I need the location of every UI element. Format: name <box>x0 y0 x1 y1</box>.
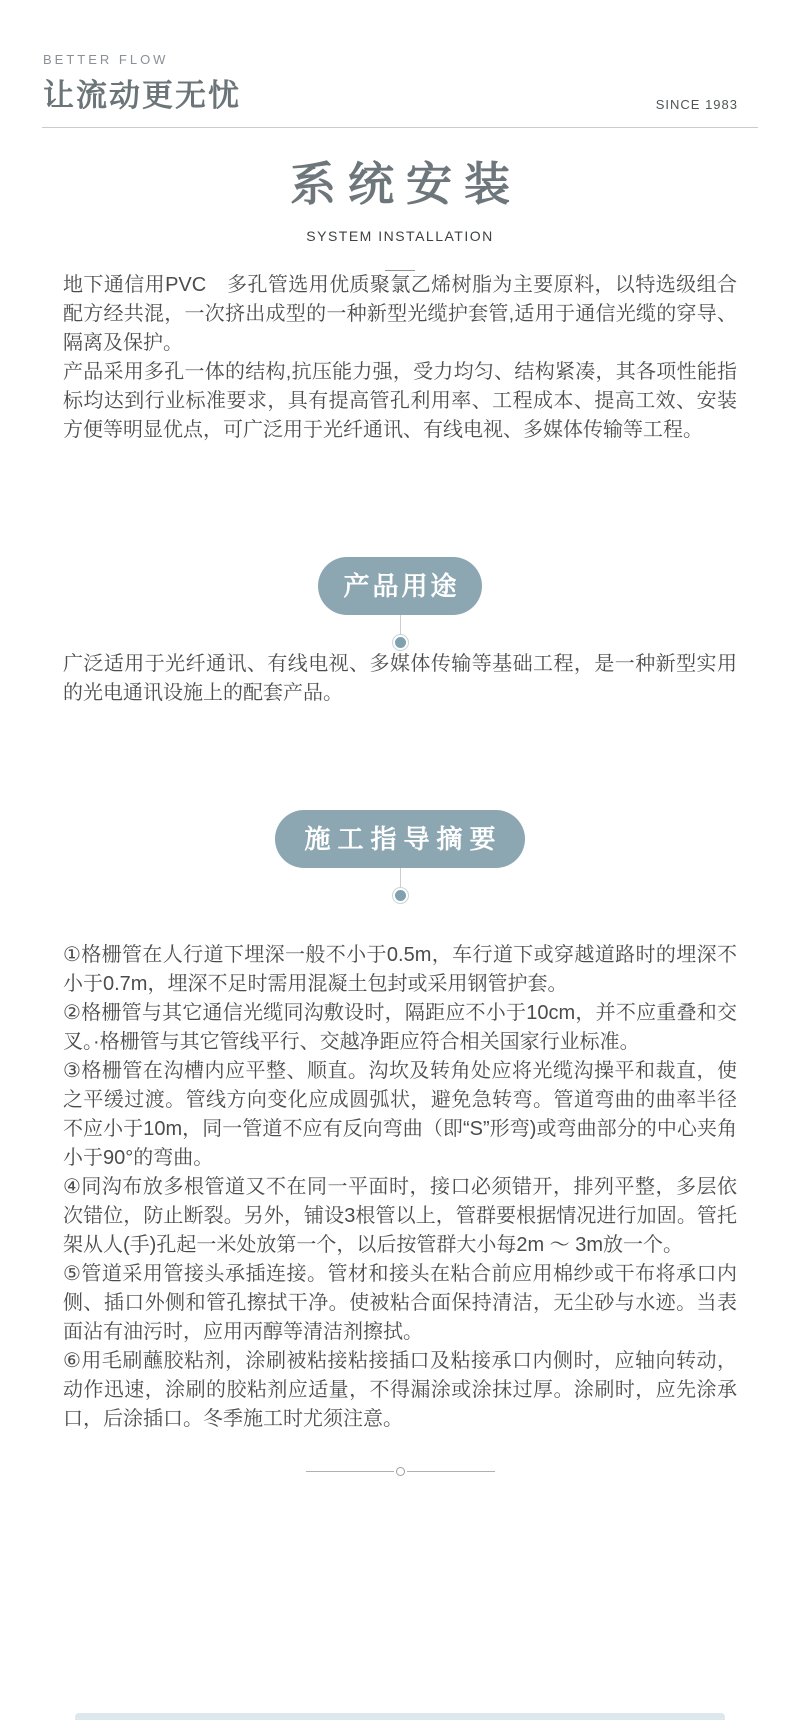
since-label: SINCE 1983 <box>655 97 738 112</box>
intro-paragraph-1: 地下通信用PVC 多孔管选用优质聚氯乙烯树脂为主要原料，以特选级组合配方经共混，一次挤出成型的一种新型光缆护套管,适用于通信光缆的穿导、隔离及保护。 <box>63 274 737 354</box>
page-subtitle: SYSTEM INSTALLATION <box>306 228 494 244</box>
guide-item-3: ③格栅管在沟槽内应平整、顺直。沟坎及转角处应将光缆沟操平和裁直，使之平缓过渡。管线方向变化应成圆弧状，避免急转弯。管道弯曲的曲率半径不应小于10m，同一管道不应有反向弯曲（即“S”形弯)或弯曲部分的中心夹角小于90°的弯曲。 <box>63 1060 737 1169</box>
title-block <box>0 148 800 271</box>
section-header-product-use <box>63 557 737 650</box>
construction-guide-list <box>63 941 737 1434</box>
brand-logo-text: 让流动更无忧 <box>43 78 241 113</box>
product-use-badge: 产品用途 <box>318 557 481 615</box>
footer-divider <box>0 1467 800 1476</box>
badge-stem-line <box>400 868 401 888</box>
guide-item-2: ②格栅管与其它通信光缆同沟敷设时，隔距应不小于10cm，并不应重叠和交叉。·格栅管与其它管线平行、交越净距应符合相关国家行业标准。 <box>63 1002 737 1053</box>
page-header <box>43 52 738 115</box>
guide-item-6: ⑥用毛刷蘸胶粘剂，涂刷被粘接粘接插口及粘接承口内侧时，应轴向转动，动作迅速，涂刷的胶粘剂应适量，不得漏涂或涂抹过厚。涂刷时，应先涂承口，后涂插口。冬季施工时尤须注意。 <box>63 1350 737 1430</box>
product-use-paragraph: 广泛适用于光纤通讯、有线电视、多媒体传输等基础工程，是一种新型实用的光电通讯设施上的配套产品。 <box>63 653 737 704</box>
footer-circle-icon <box>396 1467 405 1476</box>
badge-dot-icon <box>393 888 408 903</box>
brand-tagline: BETTER FLOW <box>43 52 169 67</box>
guide-item-1: ①格栅管在人行道下埋深一般不小于0.5m，车行道下或穿越道路时的埋深不小于0.7m，埋深不足时需用混凝土包封或采用钢管护套。 <box>63 944 737 995</box>
construction-guide-badge: 施工指导摘要 <box>275 810 524 868</box>
section-header-construction-guide <box>63 810 737 903</box>
guide-item-5: ⑤管道采用管接头承插连接。管材和接头在粘合前应用棉纱或干布将承口内侧、插口外侧和管孔擦拭干净。使被粘合面保持清洁，无尘砂与水迹。当表面沾有油污时，应用丙醇等清洁剂擦拭。 <box>63 1263 737 1343</box>
bottom-accent-bar <box>75 1713 725 1720</box>
badge-stem-line <box>400 615 401 635</box>
main-content <box>63 271 737 1434</box>
badge-dot-icon <box>393 635 408 650</box>
guide-item-4: ④同沟布放多根管道又不在同一平面时，接口必须错开，排列平整，多层依次错位，防止断裂。另外，铺设3根管以上，管群要根据情况进行加固。管托架从人(手)孔起一米处放第一个，以后按管群大小每2m ～ 3m放一个。 <box>63 1176 737 1256</box>
header-divider <box>42 127 758 128</box>
footer-divider-line <box>407 1471 495 1472</box>
footer-divider-line <box>306 1471 394 1472</box>
brand-block <box>43 52 738 115</box>
page-title: 系统安装 <box>290 158 522 210</box>
intro-paragraph-2: 产品采用多孔一体的结构,抗压能力强，受力均匀、结构紧凑，其各项性能指标均达到行业标准要求，具有提高管孔利用率、工程成本、提高工效、安装方便等明显优点，可广泛用于光纤通讯、有线电视、多媒体传输等工程。 <box>63 361 737 441</box>
